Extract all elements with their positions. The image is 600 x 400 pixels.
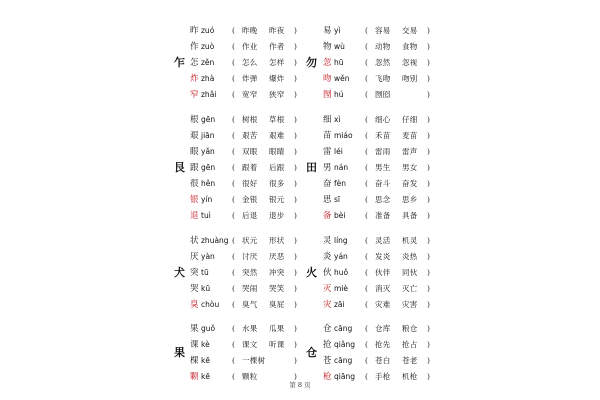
example-word-1: 忽然	[375, 58, 391, 67]
character-row	[190, 209, 315, 223]
example-word-1: 思念	[375, 195, 391, 204]
example-word-1: 后退	[242, 211, 258, 220]
close-paren: )	[427, 26, 430, 35]
character-row	[190, 72, 315, 86]
character-row	[190, 161, 315, 175]
character: 课	[190, 340, 199, 350]
example-word-2: 爆炸	[269, 74, 285, 83]
character: 物	[323, 42, 332, 52]
open-paren: (	[365, 90, 368, 99]
example-word-1: 奋斗	[375, 179, 391, 188]
radical-label: 果	[174, 346, 185, 359]
example-word-2: 忽视	[402, 58, 418, 67]
character-row	[323, 193, 448, 207]
example-word-2: 听课	[269, 340, 285, 349]
example-word-1: 细心	[375, 115, 391, 124]
open-paren: (	[365, 115, 368, 124]
pinyin: yàn	[201, 252, 215, 261]
example-word-1: 准备	[375, 211, 391, 220]
open-paren: (	[232, 195, 235, 204]
example-word-2: 眼睛	[269, 147, 285, 156]
close-paren: )	[294, 372, 297, 381]
character: 作	[190, 42, 199, 52]
example-word-1: 飞吻	[375, 74, 391, 83]
close-paren: )	[294, 147, 297, 156]
close-paren: )	[427, 268, 430, 277]
character: 思	[323, 195, 332, 205]
example-word-1: 抢先	[375, 340, 391, 349]
example-word-1: 宽窄	[242, 90, 258, 99]
pinyin: bèi	[334, 211, 346, 220]
pinyin: zuò	[201, 42, 215, 51]
pinyin: hū	[334, 58, 344, 67]
open-paren: (	[365, 300, 368, 309]
open-paren: (	[365, 195, 368, 204]
open-paren: (	[365, 147, 368, 156]
pinyin: kē	[201, 372, 210, 381]
open-paren: (	[232, 372, 235, 381]
example-word-2: 仔细	[402, 115, 418, 124]
example-word-2: 奋发	[402, 179, 418, 188]
page-footer: 第 8 页	[289, 381, 311, 389]
open-paren: (	[365, 211, 368, 220]
example-word-2: 厌恶	[269, 252, 285, 261]
character: 苍	[323, 356, 332, 366]
pinyin: qiǎng	[334, 340, 355, 349]
close-paren: )	[294, 340, 297, 349]
character-row	[323, 113, 448, 127]
character-row	[323, 282, 448, 296]
character-row	[323, 40, 448, 54]
open-paren: (	[365, 236, 368, 245]
close-paren: )	[427, 42, 430, 51]
close-paren: )	[427, 340, 430, 349]
close-paren: )	[294, 195, 297, 204]
character-row	[190, 282, 315, 296]
example-word-1: 仓库	[375, 324, 391, 333]
close-paren: )	[427, 324, 430, 333]
example-word-2: 灾害	[402, 300, 418, 309]
open-paren: (	[232, 236, 235, 245]
character-row	[190, 56, 315, 70]
example-word-2: 昨夜	[269, 26, 285, 35]
example-word-1: 金银	[242, 195, 258, 204]
open-paren: (	[232, 163, 235, 172]
open-paren: (	[232, 179, 235, 188]
character-row	[323, 354, 448, 368]
character-row	[323, 72, 448, 86]
close-paren: )	[294, 131, 297, 140]
open-paren: (	[232, 324, 235, 333]
open-paren: (	[365, 268, 368, 277]
example-word-2: 很多	[269, 179, 285, 188]
example-word-1: 作业	[242, 42, 258, 51]
pinyin: huǒ	[334, 268, 349, 277]
close-paren: )	[427, 372, 430, 381]
character-row	[323, 145, 448, 159]
close-paren: )	[427, 90, 430, 99]
pinyin: zāi	[334, 300, 345, 309]
close-paren: )	[427, 300, 430, 309]
open-paren: (	[365, 372, 368, 381]
character: 根	[190, 115, 199, 125]
example-word-2: 怎样	[269, 58, 285, 67]
character: 眼	[190, 147, 199, 157]
pinyin: zhuàng	[201, 236, 229, 245]
pinyin: líng	[334, 236, 348, 245]
character: 棵	[190, 356, 199, 366]
example-word-2: 机枪	[402, 372, 418, 381]
example-word-1: 颗粒	[242, 372, 258, 381]
radical-label: 火	[306, 266, 317, 279]
pinyin: miáo	[334, 131, 353, 140]
open-paren: (	[365, 179, 368, 188]
open-paren: (	[232, 115, 235, 124]
example-word-1: 哭闹	[242, 284, 258, 293]
close-paren: )	[294, 324, 297, 333]
character: 苗	[323, 131, 332, 141]
open-paren: (	[365, 324, 368, 333]
example-word-2: 冲突	[269, 268, 285, 277]
example-word-2: 交易	[402, 26, 418, 35]
close-paren: )	[294, 42, 297, 51]
pinyin: zhà	[201, 74, 215, 83]
example-word-2: 男女	[402, 163, 418, 172]
close-paren: )	[294, 179, 297, 188]
radical-label: 犬	[174, 266, 185, 279]
character: 窄	[190, 90, 199, 100]
pinyin: fèn	[334, 179, 347, 188]
pinyin: hěn	[201, 179, 216, 188]
example-word-1: 双眼	[242, 147, 258, 156]
character: 枪	[323, 372, 332, 382]
character: 跟	[190, 163, 199, 173]
character: 忽	[323, 58, 332, 68]
character-row	[190, 193, 315, 207]
open-paren: (	[365, 340, 368, 349]
character: 灭	[323, 284, 332, 294]
example-word-2: 灭亡	[402, 284, 418, 293]
character-row	[323, 250, 448, 264]
character-row	[323, 266, 448, 280]
character: 吻	[323, 74, 332, 84]
character: 炎	[323, 252, 332, 262]
example-word-1: 一棵树	[242, 356, 266, 365]
character-row	[323, 209, 448, 223]
close-paren: )	[427, 115, 430, 124]
open-paren: (	[232, 90, 235, 99]
character: 灵	[323, 236, 332, 246]
character-row	[323, 338, 448, 352]
example-word-2: 瓜果	[269, 324, 285, 333]
pinyin: léi	[334, 147, 343, 156]
pinyin: nán	[334, 163, 349, 172]
pinyin: xì	[334, 115, 341, 124]
character: 雷	[323, 147, 332, 157]
example-word-2: 抢占	[402, 340, 418, 349]
pinyin: guǒ	[201, 324, 216, 333]
example-word-1: 囫囵	[375, 90, 391, 99]
example-word-2: 苍老	[402, 356, 418, 365]
example-word-2: 具备	[402, 211, 418, 220]
pinyin: yán	[334, 252, 348, 261]
example-word-2: 粮仓	[402, 324, 418, 333]
character-row	[190, 234, 315, 248]
example-word-2: 狭窄	[269, 90, 285, 99]
close-paren: )	[294, 284, 297, 293]
example-word-1: 艰苦	[242, 131, 258, 140]
close-paren: )	[427, 179, 430, 188]
character: 灾	[323, 300, 332, 310]
character: 细	[323, 115, 332, 125]
close-paren: )	[294, 268, 297, 277]
example-word-1: 水果	[242, 324, 258, 333]
character-row	[190, 298, 315, 312]
character: 退	[190, 211, 199, 221]
character: 厌	[190, 252, 199, 262]
example-word-2: 作者	[269, 42, 285, 51]
pinyin: zuó	[201, 26, 215, 35]
close-paren: )	[294, 90, 297, 99]
character: 臭	[190, 300, 199, 310]
example-word-1: 动物	[375, 42, 391, 51]
close-paren: )	[427, 74, 430, 83]
open-paren: (	[232, 26, 235, 35]
open-paren: (	[232, 147, 235, 156]
character: 艰	[190, 131, 199, 141]
open-paren: (	[232, 74, 235, 83]
open-paren: (	[365, 58, 368, 67]
pinyin: gēn	[201, 115, 216, 124]
example-word-1: 禾苗	[375, 131, 391, 140]
pinyin: yín	[201, 195, 213, 204]
pinyin: kū	[201, 284, 211, 293]
character: 突	[190, 268, 199, 278]
close-paren: )	[427, 195, 430, 204]
example-word-2: 炎热	[402, 252, 418, 261]
example-word-2: 雷声	[402, 147, 418, 156]
character-row	[190, 322, 315, 336]
example-word-1: 怎么	[242, 58, 258, 67]
pinyin: cāng	[334, 356, 353, 365]
example-word-1: 讨厌	[242, 252, 258, 261]
open-paren: (	[365, 356, 368, 365]
open-paren: (	[232, 356, 235, 365]
example-word-2: 银元	[269, 195, 285, 204]
pinyin: sī	[334, 195, 340, 204]
pinyin: cāng	[334, 324, 353, 333]
pinyin: kē	[201, 356, 210, 365]
character-row	[323, 24, 448, 38]
character: 伙	[323, 268, 332, 278]
example-word-1: 伙伴	[375, 268, 391, 277]
open-paren: (	[365, 42, 368, 51]
example-word-1: 状元	[242, 236, 258, 245]
close-paren: )	[427, 236, 430, 245]
character-row	[190, 24, 315, 38]
open-paren: (	[365, 74, 368, 83]
character-row	[190, 145, 315, 159]
character-row	[323, 56, 448, 70]
character-row	[323, 177, 448, 191]
example-word-1: 苍白	[375, 356, 391, 365]
close-paren: )	[294, 252, 297, 261]
close-paren: )	[294, 211, 297, 220]
character: 炸	[190, 74, 199, 84]
open-paren: (	[232, 340, 235, 349]
character-row	[190, 88, 315, 102]
character-row	[190, 40, 315, 54]
character-row	[190, 338, 315, 352]
close-paren: )	[294, 115, 297, 124]
example-word-1: 雷雨	[375, 147, 391, 156]
example-word-2: 艰难	[269, 131, 285, 140]
open-paren: (	[365, 26, 368, 35]
character: 奋	[323, 179, 332, 189]
radical-label: 乍	[174, 56, 185, 69]
pinyin: zěn	[201, 58, 215, 67]
character: 果	[190, 324, 199, 334]
close-paren: )	[294, 300, 297, 309]
open-paren: (	[365, 131, 368, 140]
close-paren: )	[294, 58, 297, 67]
example-word-2: 退步	[269, 211, 285, 220]
example-word-1: 手枪	[375, 372, 391, 381]
example-word-1: 课文	[242, 340, 258, 349]
open-paren: (	[365, 284, 368, 293]
example-word-2: 后跟	[269, 163, 285, 172]
example-word-1: 发炎	[375, 252, 391, 261]
character: 男	[323, 163, 332, 173]
pinyin: miè	[334, 284, 349, 293]
example-word-2: 形状	[269, 236, 285, 245]
character-row	[190, 354, 315, 368]
radical-label: 田	[306, 161, 317, 174]
open-paren: (	[232, 58, 235, 67]
example-word-1: 突然	[242, 268, 258, 277]
example-word-2: 哭笑	[269, 284, 285, 293]
example-word-1: 臭气	[242, 300, 258, 309]
close-paren: )	[427, 131, 430, 140]
open-paren: (	[232, 268, 235, 277]
example-word-1: 消灭	[375, 284, 391, 293]
pinyin: yì	[334, 26, 341, 35]
character: 很	[190, 179, 199, 189]
character-row	[190, 113, 315, 127]
pinyin: tū	[201, 268, 209, 277]
pinyin: kè	[201, 340, 210, 349]
character-row	[190, 177, 315, 191]
pinyin: gēn	[201, 163, 216, 172]
character-row	[323, 161, 448, 175]
character: 仓	[323, 324, 332, 334]
open-paren: (	[232, 284, 235, 293]
close-paren: )	[427, 284, 430, 293]
character: 怎	[190, 58, 199, 68]
character: 囫	[323, 90, 332, 100]
open-paren: (	[232, 131, 235, 140]
character: 易	[323, 26, 332, 36]
character: 备	[323, 211, 332, 221]
worksheet-page	[160, 0, 450, 400]
example-word-1: 树根	[242, 115, 258, 124]
example-word-2: 臭屁	[269, 300, 285, 309]
example-word-1: 很好	[242, 179, 258, 188]
close-paren: )	[427, 147, 430, 156]
radical-label: 勿	[306, 56, 317, 69]
open-paren: (	[365, 163, 368, 172]
example-word-1: 容易	[375, 26, 391, 35]
close-paren: )	[294, 236, 297, 245]
character: 抢	[323, 340, 332, 350]
close-paren: )	[294, 356, 297, 365]
character-row	[323, 322, 448, 336]
example-word-2: 机灵	[402, 236, 418, 245]
example-word-2: 食物	[402, 42, 418, 51]
pinyin: zhǎi	[201, 90, 217, 99]
character-row	[323, 88, 448, 102]
character-row	[190, 129, 315, 143]
pinyin: jiān	[201, 131, 215, 140]
character-row	[323, 129, 448, 143]
close-paren: )	[294, 163, 297, 172]
open-paren: (	[232, 300, 235, 309]
character: 状	[190, 236, 199, 246]
pinyin: chòu	[201, 300, 220, 309]
character: 哭	[190, 284, 199, 294]
close-paren: )	[427, 211, 430, 220]
close-paren: )	[427, 163, 430, 172]
example-word-1: 男生	[375, 163, 391, 172]
pinyin: wěn	[334, 74, 350, 83]
example-word-2: 同伙	[402, 268, 418, 277]
open-paren: (	[365, 252, 368, 261]
close-paren: )	[427, 356, 430, 365]
open-paren: (	[232, 252, 235, 261]
example-word-1: 灾难	[375, 300, 391, 309]
pinyin: tuì	[201, 211, 211, 220]
close-paren: )	[427, 252, 430, 261]
radical-label: 艮	[174, 161, 185, 174]
example-word-2: 吻别	[402, 74, 418, 83]
example-word-1: 跟着	[242, 163, 258, 172]
character-row	[323, 298, 448, 312]
pinyin: hú	[334, 90, 344, 99]
character: 颗	[190, 372, 199, 382]
character: 昨	[190, 26, 199, 36]
close-paren: )	[294, 74, 297, 83]
example-word-1: 炸弹	[242, 74, 258, 83]
example-word-2: 麦苗	[402, 131, 418, 140]
close-paren: )	[294, 26, 297, 35]
character-row	[323, 234, 448, 248]
open-paren: (	[232, 211, 235, 220]
pinyin: wù	[334, 42, 345, 51]
example-word-1: 灵活	[375, 236, 391, 245]
pinyin: yǎn	[201, 147, 215, 156]
open-paren: (	[232, 42, 235, 51]
pinyin: qiāng	[334, 372, 355, 381]
close-paren: )	[427, 58, 430, 67]
character-row	[190, 266, 315, 280]
example-word-2: 思乡	[402, 195, 418, 204]
radical-label: 仓	[306, 346, 317, 359]
character: 银	[190, 195, 199, 205]
example-word-2: 草根	[269, 115, 285, 124]
character-row	[190, 250, 315, 264]
example-word-1: 昨晚	[242, 26, 258, 35]
